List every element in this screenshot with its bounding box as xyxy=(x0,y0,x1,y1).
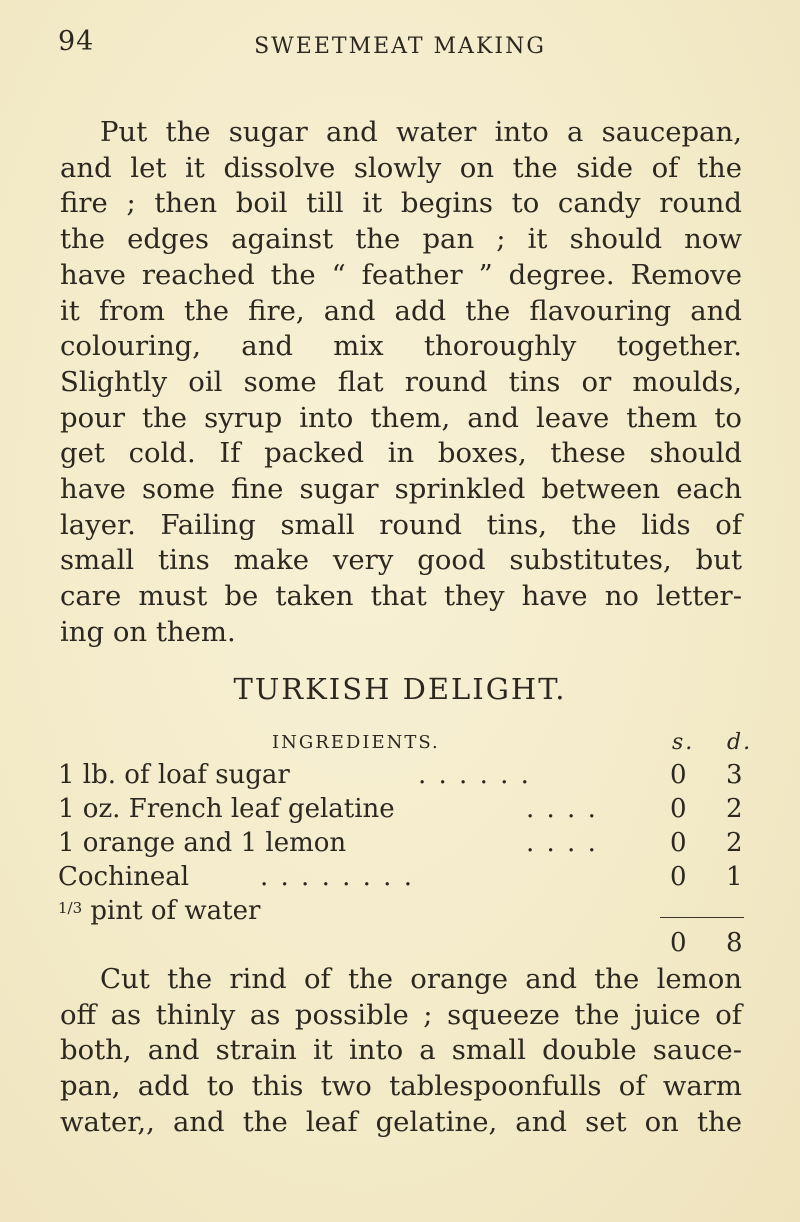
ingredient-pence: 2 xyxy=(726,828,743,858)
text-line: the edges against the pan ; it should now xyxy=(60,223,742,256)
paragraph-method xyxy=(60,962,742,1141)
paragraph-method-previous xyxy=(60,115,742,651)
ingredient-row xyxy=(0,862,800,896)
ingredient-name: Cochineal xyxy=(58,862,190,892)
recipe-title: TURKISH DELIGHT. xyxy=(233,672,567,706)
ingredient-pence: 1 xyxy=(726,862,743,892)
text-line: get cold. If packed in boxes, these should xyxy=(60,437,742,470)
ingredient-shillings: 0 xyxy=(670,828,687,858)
text-line: and let it dissolve slowly on the side of the xyxy=(60,151,742,184)
text-line: both, and strain it into a small double sauce- xyxy=(60,1034,742,1067)
text-line: Put the sugar and water into a saucepan, xyxy=(100,116,742,148)
pence-column-label: d. xyxy=(727,730,753,755)
ingredient-row xyxy=(0,828,800,862)
ingredient-shillings: 0 xyxy=(670,862,687,892)
text-line: small tins make very good substitutes, but xyxy=(60,544,742,577)
text-line: have some fine sugar sprinkled between each xyxy=(60,473,742,506)
total-pence: 8 xyxy=(726,928,743,958)
ingredient-row xyxy=(0,896,800,930)
ingredient-name-text: pint of water xyxy=(82,896,261,926)
ingredient-pence: 3 xyxy=(726,760,743,790)
ingredient-row xyxy=(0,760,800,794)
leader-dots: . . . . . . xyxy=(418,760,531,790)
text-line: layer. Failing small round tins, the lids of xyxy=(60,508,742,541)
running-head: SWEETMEAT MAKING xyxy=(254,34,546,59)
leader-dots: . . . . xyxy=(526,794,598,824)
ingredient-name xyxy=(58,896,260,926)
text-line: Cut the rind of the orange and the lemon xyxy=(100,963,742,995)
ingredient-name: 1 oz. French leaf gelatine xyxy=(58,794,395,824)
leader-dots: . . . . xyxy=(526,828,598,858)
text-line: ing on them. xyxy=(60,615,236,648)
ingredient-row xyxy=(0,794,800,828)
ingredients-header xyxy=(0,730,800,760)
text-line: pan, add to this two tablespoonfulls of warm xyxy=(60,1070,742,1103)
text-line: have reached the “ feather ” degree. Remove xyxy=(60,258,742,291)
text-line: pour the syrup into them, and leave them to xyxy=(60,401,742,434)
ingredient-name: 1 lb. of loaf sugar xyxy=(58,760,290,790)
text-line: water,, and the leaf gelatine, and set on the xyxy=(60,1105,742,1138)
page-header xyxy=(0,26,800,66)
text-line: it from the fire, and add the flavouring and xyxy=(60,294,742,327)
text-line: Slightly oil some flat round tins or moulds, xyxy=(60,365,742,398)
text-line: care must be taken that they have no letter- xyxy=(60,580,742,613)
shillings-column-label: s. xyxy=(672,730,695,755)
fraction: 1/3 xyxy=(58,899,83,917)
ingredient-pence: 2 xyxy=(726,794,743,824)
text-line: fire ; then boil till it begins to candy round xyxy=(60,187,742,220)
text-line: colouring, and mix thoroughly together. xyxy=(60,330,742,363)
ingredient-name: 1 orange and 1 lemon xyxy=(58,828,347,858)
total-rule xyxy=(660,917,744,918)
page-number: 94 xyxy=(58,26,95,57)
ingredients-label: INGREDIENTS. xyxy=(272,732,440,753)
text-line: off as thinly as possible ; squeeze the juice of xyxy=(60,998,742,1031)
ingredient-shillings: 0 xyxy=(670,794,687,824)
total-shillings: 0 xyxy=(670,928,687,958)
ingredient-shillings: 0 xyxy=(670,760,687,790)
leader-dots: . . . . . . . . xyxy=(260,862,414,892)
